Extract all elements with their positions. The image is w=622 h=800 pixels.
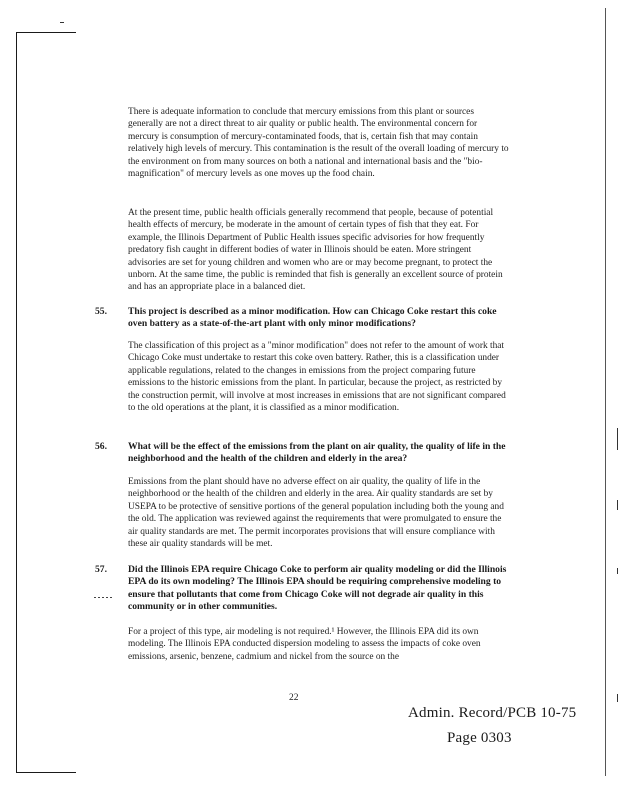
scan-mark-right-3 <box>617 568 618 574</box>
answer-57: For a project of this type, air modeling is not required.¹ However, the Illinois EPA did its own modeling. The Illinois EPA conducted dispersion modeling to assess the impacts of coke oven emissions, arsenic, benzene, cadmium and nickel from the source on the <box>128 627 481 662</box>
question-55-number: 55. <box>95 306 107 317</box>
paragraph-health-officials: At the present time, public health officials generally recommend that people, because of potential health effects of mercury, be moderate in the amount of certain types of fish that they eat. For example, the Illinois Department of Public Health issues specific advisories for how frequently predatory fish caught in different bodies of water in Illinois should be eaten. More stringent advisories are set for young children and women who are or may become pregnant, to protect the unborn. At the same time, the public is reminded that fish is generally an excellent source of protein and has an appropriate place in a balanced diet. <box>128 208 503 293</box>
page-number: 22 <box>289 693 299 703</box>
question-56-number: 56. <box>95 441 107 452</box>
admin-record-stamp: Admin. Record/PCB 10-75 <box>408 705 577 721</box>
paragraph-mercury-threat: There is adequate information to conclude that mercury emissions from this plant or sources generally are not a direct threat to air quality or public health. The environmental concern for mercury is consumption of mercury-contaminated foods, that is, certain fish that may contain relatively high levels of mercury. This contamination is the result of the overall loading of mercury to the environment on from many sources on both a national and international basis and the "bio-magnification" of mercury levels as one moves up the food chain. <box>128 107 509 180</box>
page-stamp: Page 0303 <box>447 730 512 746</box>
question-55-text: This project is described as a minor modification. How can Chicago Coke restart this coke oven battery as a state-of-the-art plant with only minor modifications? <box>128 306 497 330</box>
scan-mark-top <box>60 22 64 23</box>
question-57-number: 57. <box>95 564 107 575</box>
scan-border-bottom <box>16 772 76 773</box>
scan-mark-right-1 <box>617 428 618 450</box>
margin-dashes <box>94 597 114 598</box>
scan-border-left <box>16 32 17 772</box>
scan-mark-right-2 <box>617 500 618 510</box>
scan-border-right <box>605 8 606 776</box>
scan-border-top <box>16 32 76 33</box>
question-57-text: Did the Illinois EPA require Chicago Coke to perform air quality modeling or did the Illinois EPA do its own modeling? The Illinois EPA should be requiring comprehensive modeling to ensure that pollutants that come from Chicago Coke will not degrade air quality in this community or in other communities. <box>128 564 507 613</box>
answer-55: The classification of this project as a "minor modification" does not refer to the amount of work that Chicago Coke must undertake to restart this coke oven battery. Rather, this is a classification under applicable regulations, related to the changes in emissions from the project comparing future emissions to the historic emissions from the plant. In particular, because the project, as restricted by the construction permit, will involve at most increases in emissions that are not significant compared to the old operations at the plant, it is classified as a minor modification. <box>128 341 506 414</box>
scan-mark-right-4 <box>617 694 618 702</box>
answer-56: Emissions from the plant should have no adverse effect on air quality, the quality of life in the neighborhood or the health of the children and elderly in the area. Air quality standards are set by USEPA to be protective of sensitive portions of the general population including both the young and the old. The application was reviewed against the requirements that were promulgated to ensure the air quality standards are met. The permit incorporates provisions that will ensure compliance with these air quality standards will be met. <box>128 477 504 550</box>
question-56-text: What will be the effect of the emissions from the plant on air quality, the quality of life in the neighborhood and the health of the children and elderly in the area? <box>128 441 506 465</box>
